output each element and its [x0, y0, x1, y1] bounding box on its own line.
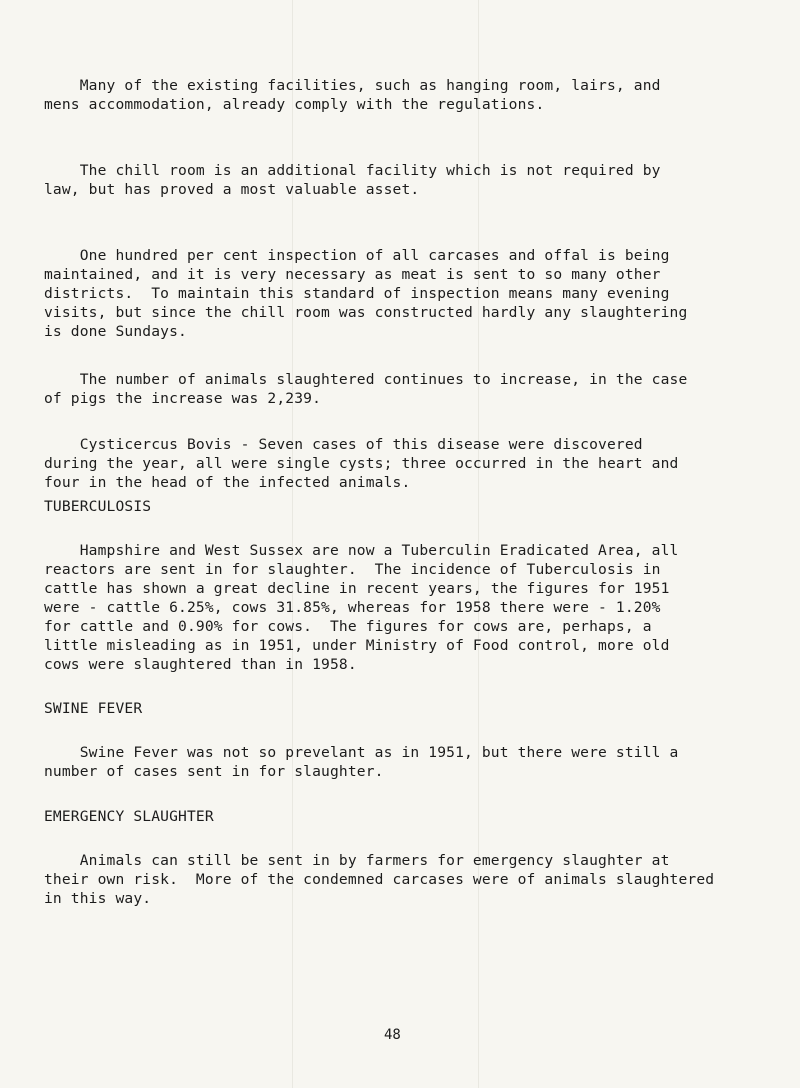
page-number: 48 [384, 1027, 401, 1043]
paragraph-inspection: One hundred per cent inspection of all carcases and offal is being maintained, and it is very necessary as meat is sent to so many other districts. To maintain this standard of inspection means many evening visits, but since the chill room was constructed hardly any slaughtering is done Sundays. [44, 247, 688, 340]
section-heading-emergency-slaughter: EMERGENCY SLAUGHTER [44, 808, 214, 825]
paragraph-facilities: Many of the existing facilities, such as hanging room, lairs, and mens accommodation, already comply with the regulations. [44, 77, 661, 113]
section-body-emergency-slaughter: Animals can still be sent in by farmers for emergency slaughter at their own risk. More of the condemned carcases were of animals slaughtered in this way. [44, 852, 715, 907]
section-heading-swine-fever: SWINE FEVER [44, 700, 143, 717]
paragraph-chill-room: The chill room is an additional facility which is not required by law, but has proved a most valuable asset. [44, 162, 661, 198]
section-heading-tuberculosis: TUBERCULOSIS [44, 498, 152, 515]
section-body-tuberculosis: Hampshire and West Sussex are now a Tuberculin Eradicated Area, all reactors are sent in for slaughter. The incidence of Tuberculosis in cattle has shown a great decline in recent years, the figures for 1951 were - cattle 6.25%, cows 31.85%, whereas for 1958 there were - 1.20% for cattle and 0.90% for cows. The figures for cows are, perhaps, a little misleading as in 1951, under Ministry of Food control, more old cows were slaughtered than in 1958. [44, 542, 679, 673]
section-body-swine-fever: Swine Fever was not so prevelant as in 1951, but there were still a number of cases sent in for slaughter. [44, 744, 679, 780]
paragraph-animals-slaughtered: The number of animals slaughtered continues to increase, in the case of pigs the increase was 2,239. [44, 371, 688, 407]
paragraph-cysticercus-bovis: Cysticercus Bovis - Seven cases of this disease were discovered during the year, all were single cysts; three occurred in the heart and four in the head of the infected animals. [44, 436, 679, 491]
